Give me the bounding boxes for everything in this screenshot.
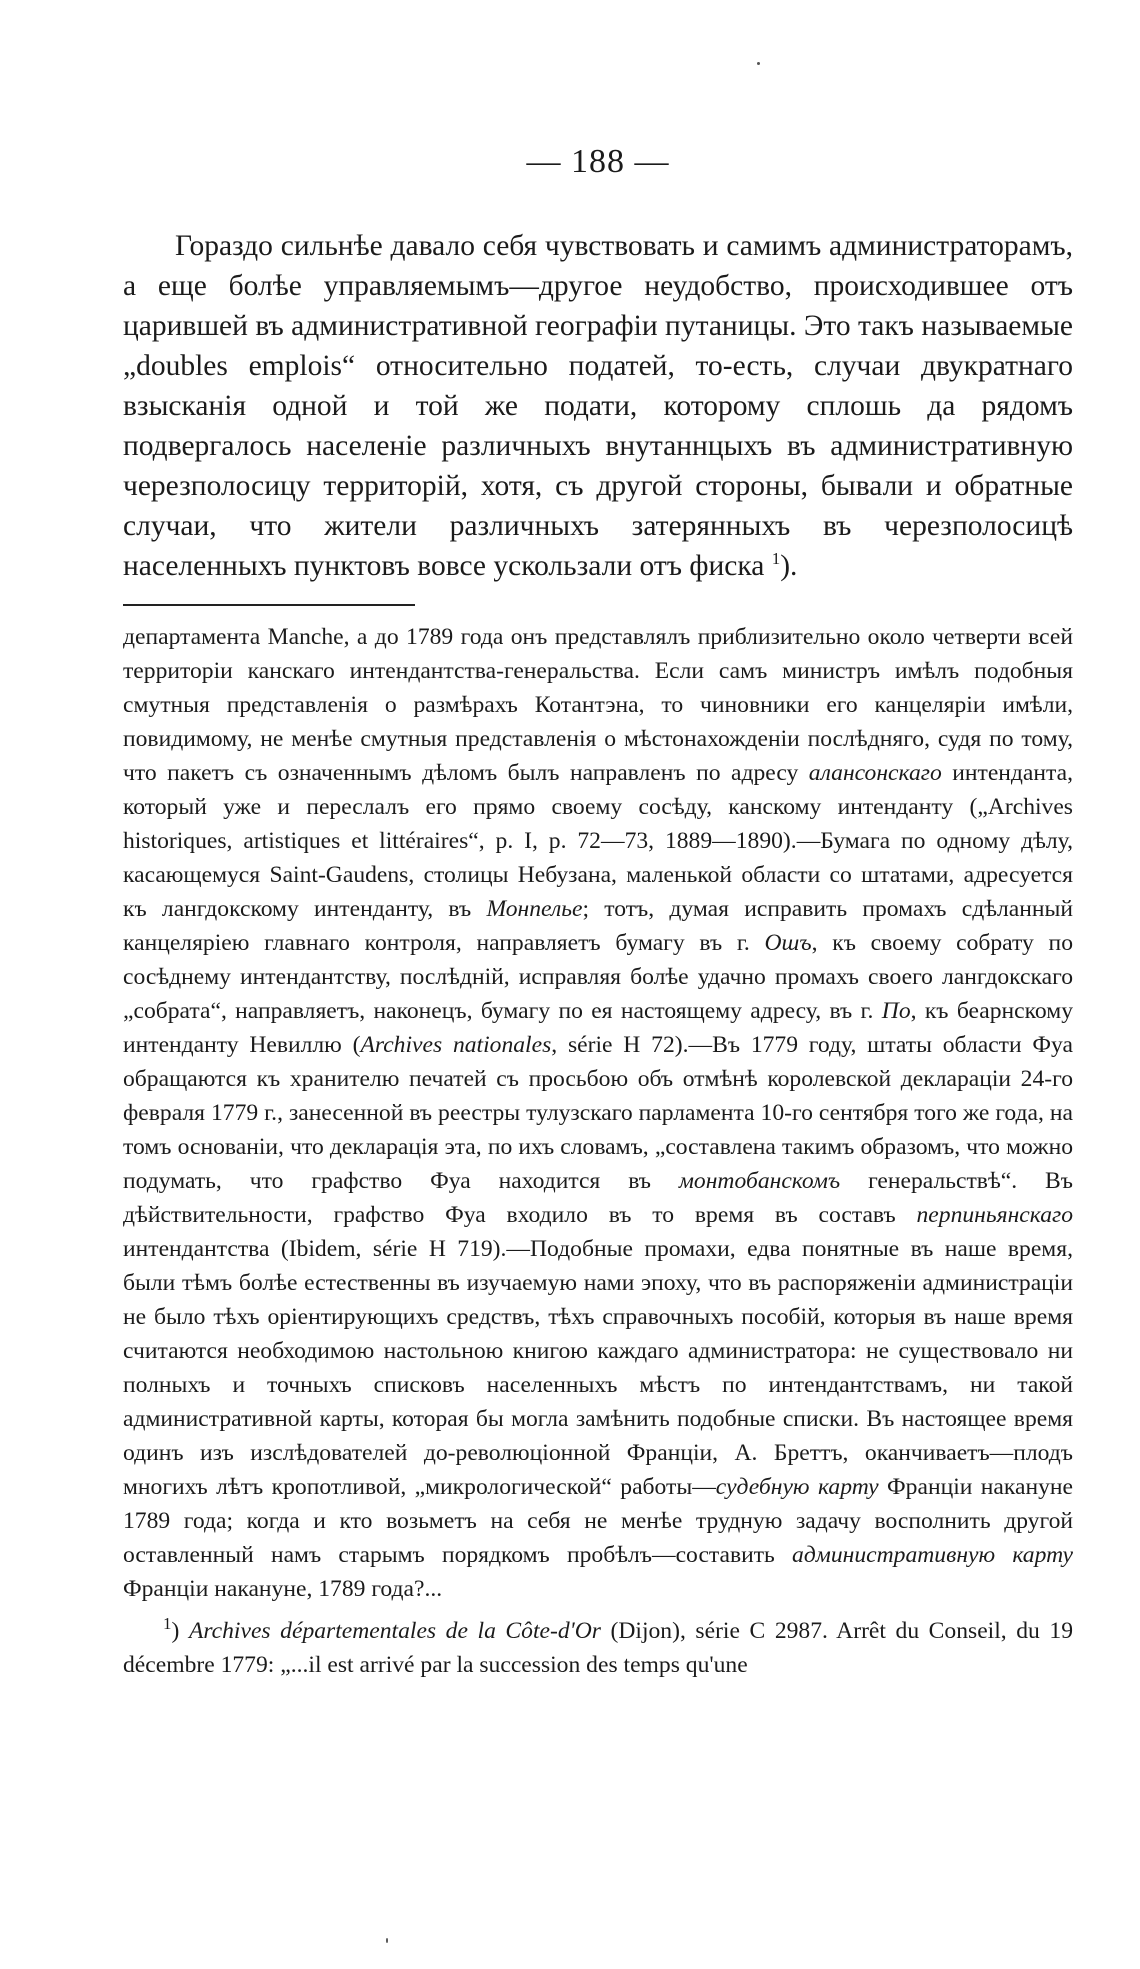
footnote-continuation-italic: Монпелье	[486, 896, 583, 922]
footnote-continuation-text: интендантства (Ibidem, série H 719).—Подобные промахи, едва понятные въ наше время, были тѣмъ болѣе естественны въ изучаемую нами эпоху, что въ распоряженіи администраціи не было тѣхъ оріентирующихъ средствъ, тѣхъ справочныхъ пособій, которыя въ наше время считаются необходимою настольною книгою каждаго администратора: не существовало ни полныхъ и точныхъ списковъ населенныхъ мѣстъ по интендантствамъ, ни такой административной карты, которая бы могла замѣнить подобные списки. Въ настоящее время одинъ изъ изслѣдователей до-революціонной Франціи, А. Бреттъ, оканчиваетъ—плодъ многихъ лѣтъ кропотливой, „микрологической“ работы—	[123, 1236, 1073, 1500]
page-number: — 188 —	[526, 143, 670, 180]
footnote-one	[123, 1614, 1073, 1682]
footnote-one-text: )	[171, 1618, 189, 1644]
footnote-continuation-text: , série H 72).—Въ 1779 году, штаты области Фуа обращаются къ хранителю печатей съ просьбою объ отмѣнѣ королевской деклараціи 24-го февраля 1779 г., занесенной въ реестры тулузскаго парламента 10-го сентября того же года, на томъ основаніи, что декларація эта, по ихъ словамъ, „составлена такимъ образомъ, что можно подумать, что графство Фуа находится въ	[123, 1032, 1074, 1194]
footnote-one-mark: 1	[163, 1614, 172, 1634]
footnote-continuation-text: , къ беарнскому интенданту Невиллю (	[123, 998, 1073, 1058]
footnote-continuation-italic: перпиньянскаго	[916, 1202, 1073, 1228]
footnote-continuation-text: Франціи накануне 1789 года; когда и кто возьметъ на себя не менѣе трудную задачу восполнить другой оставленный намъ старымъ порядкомъ пробѣлъ—составить	[123, 1474, 1073, 1568]
footnote-continuation-italic: Ошъ	[764, 930, 812, 956]
print-speck	[757, 62, 760, 65]
footnote-continuation-text: ; тотъ, думая исправить промахъ сдѣланный канцеляріею главнаго контроля, направляетъ бумагу въ г.	[123, 896, 1073, 956]
main-paragraph	[123, 226, 1073, 586]
footnote-continuation-italic: Archives nationales	[360, 1032, 552, 1058]
main-paragraph-end: ).	[780, 550, 798, 582]
footnote-continuation-italic: судебную карту	[715, 1474, 879, 1500]
footnote-continuation-italic: административную карту	[792, 1542, 1074, 1568]
footnote-continuation	[123, 620, 1073, 1606]
footnote-continuation-text: , къ своему собрату по сосѣднему интендантству, послѣдній, исправляя болѣе удачно промахъ своего лангдокскаго „собрата“, направляетъ, наконецъ, бумагу по ея настоящему адресу, въ г.	[123, 930, 1073, 1024]
footnote-continuation-text: генеральствѣ“. Въ дѣйствительности, графство Фуа входило въ то время въ составъ	[123, 1168, 1073, 1228]
footnote-continuation-text: интенданта, который уже и переслалъ его прямо своему сосѣду, канскому интенданту („Archives historiques, artistiques et littéraires“, p. I, p. 72—73, 1889—1890).—Бумага по одному дѣлу, касающемуся Saint-Gaudens, столицы Небузана, маленькой области со штатами, адресуется къ лангдокскому интенданту, въ	[123, 760, 1073, 922]
print-speck	[386, 1938, 388, 1943]
footnote-one-italic: Archives départementales de la Côte-d'Or	[188, 1618, 601, 1644]
footnote-reference: 1	[771, 549, 781, 569]
book-page	[123, 140, 1073, 1682]
footnote-continuation-text: департамента Manche, а до 1789 года онъ представлялъ приблизительно около четверти всей территоріи канскаго интендантства-генеральства. Если самъ министръ имѣлъ подобныя смутныя представленія о размѣрахъ Котантэна, то чиновники его канцеляріи имѣли, повидимому, не менѣе смутныя представленія о мѣстонахожденіи послѣдняго, судя по тому, что пакетъ съ означеннымъ дѣломъ былъ направленъ по адресу	[123, 624, 1073, 786]
main-paragraph-text: Гораздо сильнѣе давало себя чувствовать и самимъ администраторамъ, а еще болѣе управляемымъ—другое неудобство, происходившее отъ царившей въ административной географіи путаницы. Это такъ называемые „doubles emplois“ относительно податей, то-есть, случаи двукратнаго взысканія одной и той же подати, которому сплошь да рядомъ подвергалось населеніе различныхъ внутаннцыхъ въ административную черезполосицу территорій, хотя, съ другой стороны, бывали и обратные случаи, что жители различныхъ затерянныхъ въ черезполосицѣ населенныхъ пунктовъ вовсе ускользали отъ фиска	[123, 230, 1073, 582]
footnote-continuation-text: Франціи накануне, 1789 года?...	[123, 1576, 443, 1602]
footnote-continuation-italic: По	[881, 998, 911, 1024]
footnote-one-text: (Dijon), série C 2987. Arrêt du Conseil, du 19 décembre 1779: „...il est arrivé par la succession des temps qu'une	[123, 1618, 1073, 1678]
footnote-separator	[123, 604, 415, 606]
footnote-continuation-italic: алансонскаго	[808, 760, 942, 786]
footnote-continuation-italic: монтобанскомъ	[678, 1168, 841, 1194]
